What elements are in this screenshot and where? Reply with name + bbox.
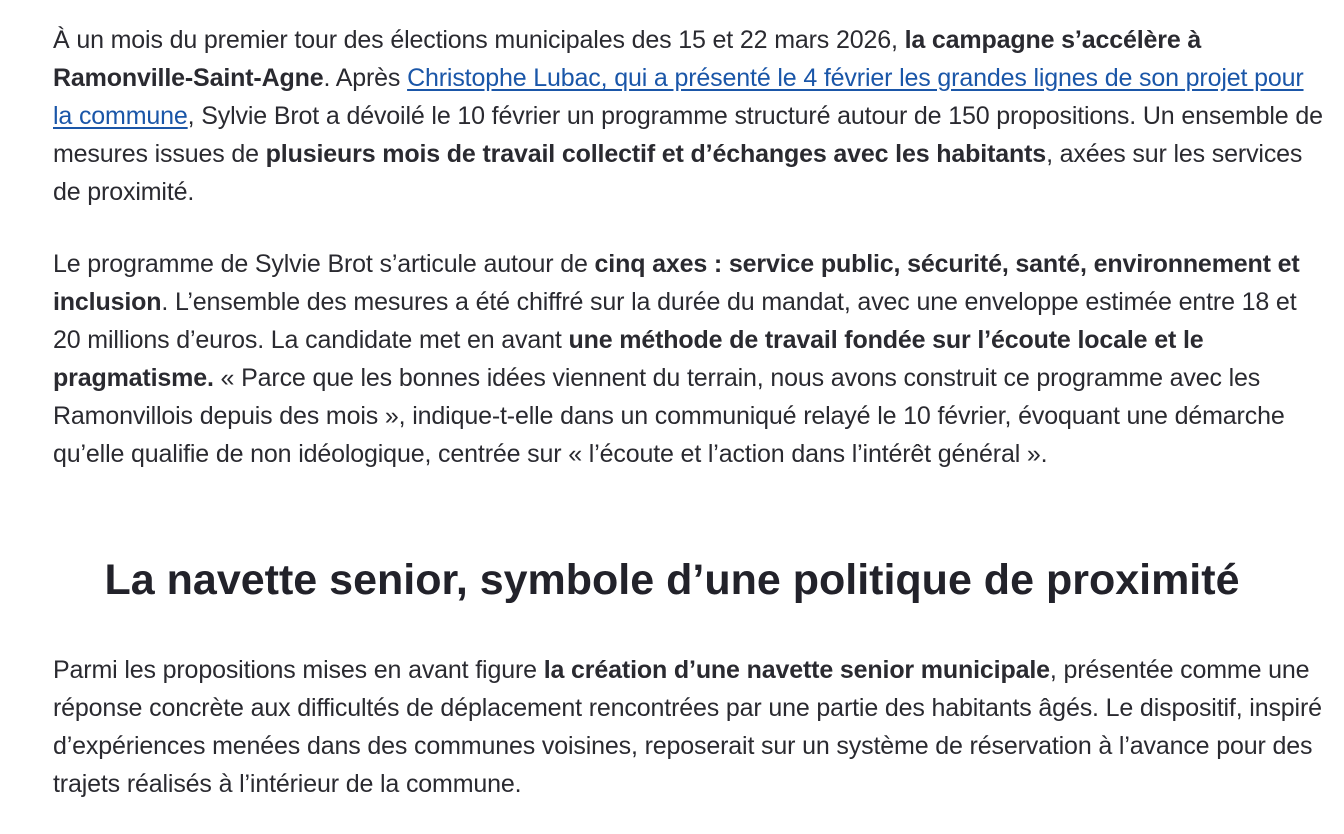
paragraph-3-text-1: Parmi les propositions mises en avant figure xyxy=(53,656,544,684)
paragraph-1-text-2: . Après xyxy=(323,64,408,92)
article-paragraph-3 xyxy=(53,651,1328,803)
paragraph-2-bold-1: cinq axes : service public, sécurité, santé, environnement et inclusion xyxy=(53,250,1300,316)
paragraph-2-text-1: Le programme de Sylvie Brot s’articule autour de xyxy=(53,250,595,278)
paragraph-1-bold-2: plusieurs mois de travail collectif et d’échanges avec les habitants xyxy=(265,140,1047,168)
paragraph-1-bold-1: la campagne s’accélère à Ramonville-Saint-Agne xyxy=(53,26,1202,92)
paragraph-1-text-1: À un mois du premier tour des élections municipales des 15 et 22 mars 2026, xyxy=(53,26,905,54)
paragraph-3-text-2: , présentée comme une réponse concrète aux difficultés de déplacement rencontrées par une partie des habitants âgés. Le dispositif, inspiré d’expériences menées dans des communes voisines, reposerait sur un système de réservation à l’avance pour des trajets réalisés à l’intérieur de la commune. xyxy=(53,656,1322,798)
article-paragraph-2 xyxy=(53,245,1328,473)
christophe-lubac-article-link[interactable]: Christophe Lubac, qui a présenté le 4 février les grandes lignes de son projet pour la commune xyxy=(53,64,1304,130)
paragraph-1-text-4: , axées sur les services de proximité. xyxy=(53,140,1303,206)
article-paragraph-1 xyxy=(53,21,1328,211)
paragraph-1-text-3: , Sylvie Brot a dévoilé le 10 février un programme structuré autour de 150 propositions. Un ensemble de mesures issues de xyxy=(53,102,1323,168)
paragraph-2-bold-2: une méthode de travail fondée sur l’écoute locale et le pragmatisme. xyxy=(53,326,1204,392)
paragraph-2-text-2: . L’ensemble des mesures a été chiffré sur la durée du mandat, avec une enveloppe estimée entre 18 et 20 millions d’euros. La candidate met en avant xyxy=(53,288,1297,354)
section-heading: La navette senior, symbole d’une politique de proximité xyxy=(104,556,1240,604)
paragraph-2-text-3: « Parce que les bonnes idées viennent du terrain, nous avons construit ce programme avec les Ramonvillois depuis des mois », indique-t-elle dans un communiqué relayé le 10 février, évoquant une démarche qu’elle qualifie de non idéologique, centrée sur « l’écoute et l’action dans l’intérêt général ». xyxy=(53,364,1285,468)
paragraph-3-bold-1: la création d’une navette senior municipale xyxy=(543,656,1050,684)
